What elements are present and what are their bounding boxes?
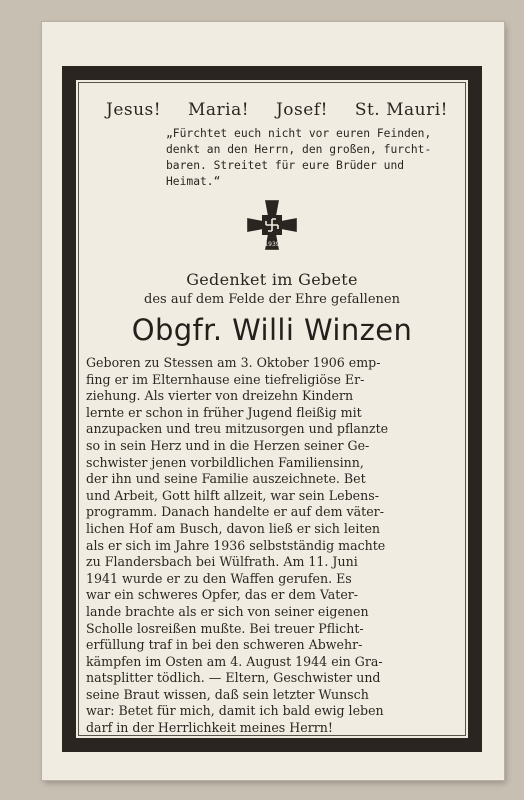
iron-cross-icon [243,196,301,254]
invocation-line [106,100,448,120]
emblem-year: 1939 [264,241,280,248]
biography-text: Geboren zu Stessen am 3. Oktober 1906 emp- fing er im Elternhause eine tiefreligiöse Er- ziehung. Als vierter von dreizehn Kindern lernte er schon in früher Jugend fleißig mit anzupacken und treu mitzusorgen und pflanzte so in sein Herz und in die Herzen seiner Ge- schwister jenen vorbildlichen Familiensinn, der ihn und seine Familie auszeichnete. Bet und Arbeit, Gott hilft allzeit, war sein Lebens- programm. Danach handelte er auf dem väter- lichen Hof am Busch, davon ließ er sich leiten als er sich im Jahre 1936 selbstständig machte zu Flandersbach bei Wülfrath. Am 11. Juni 1941 wurde er zu den Waffen gerufen. Es war ein schweres Opfer, das er dem Vater- lande brachte als er sich von seiner eigenen Scholle losreißen mußte. Bei treuer Pflicht- erfüllung traf in bei den schweren Abwehr- kämpfen im Osten am 4. August 1944 ein Gra- natsplitter tödlich. — Eltern, Geschwister und seine Braut wissen, daß sein letzter Wunsch war: Betet für mich, damit ich bald ewig leben darf in der Herrlichkeit meines Herrn! [86,355,389,736]
memorial-line-1: Gedenket im Gebete [186,270,358,289]
emblem [86,196,458,258]
memorial-line-2: des auf dem Felde der Ehre gefallenen [144,292,400,307]
invocation-word: Maria! [188,100,250,120]
invocation-word: Jesus! [106,100,162,120]
invocation-word: St. Mauri! [354,100,448,120]
scripture-quote: „Fürchtet euch nicht vor euren Feinden, denkt an den Herrn, den großen, furcht- baren. Streitet für eure Brüder und Heimat.“ [166,127,432,188]
invocation-word: Josef! [275,100,328,120]
soldier-name: Obgfr. Willi Winzen [131,313,413,347]
card-content [86,100,458,737]
